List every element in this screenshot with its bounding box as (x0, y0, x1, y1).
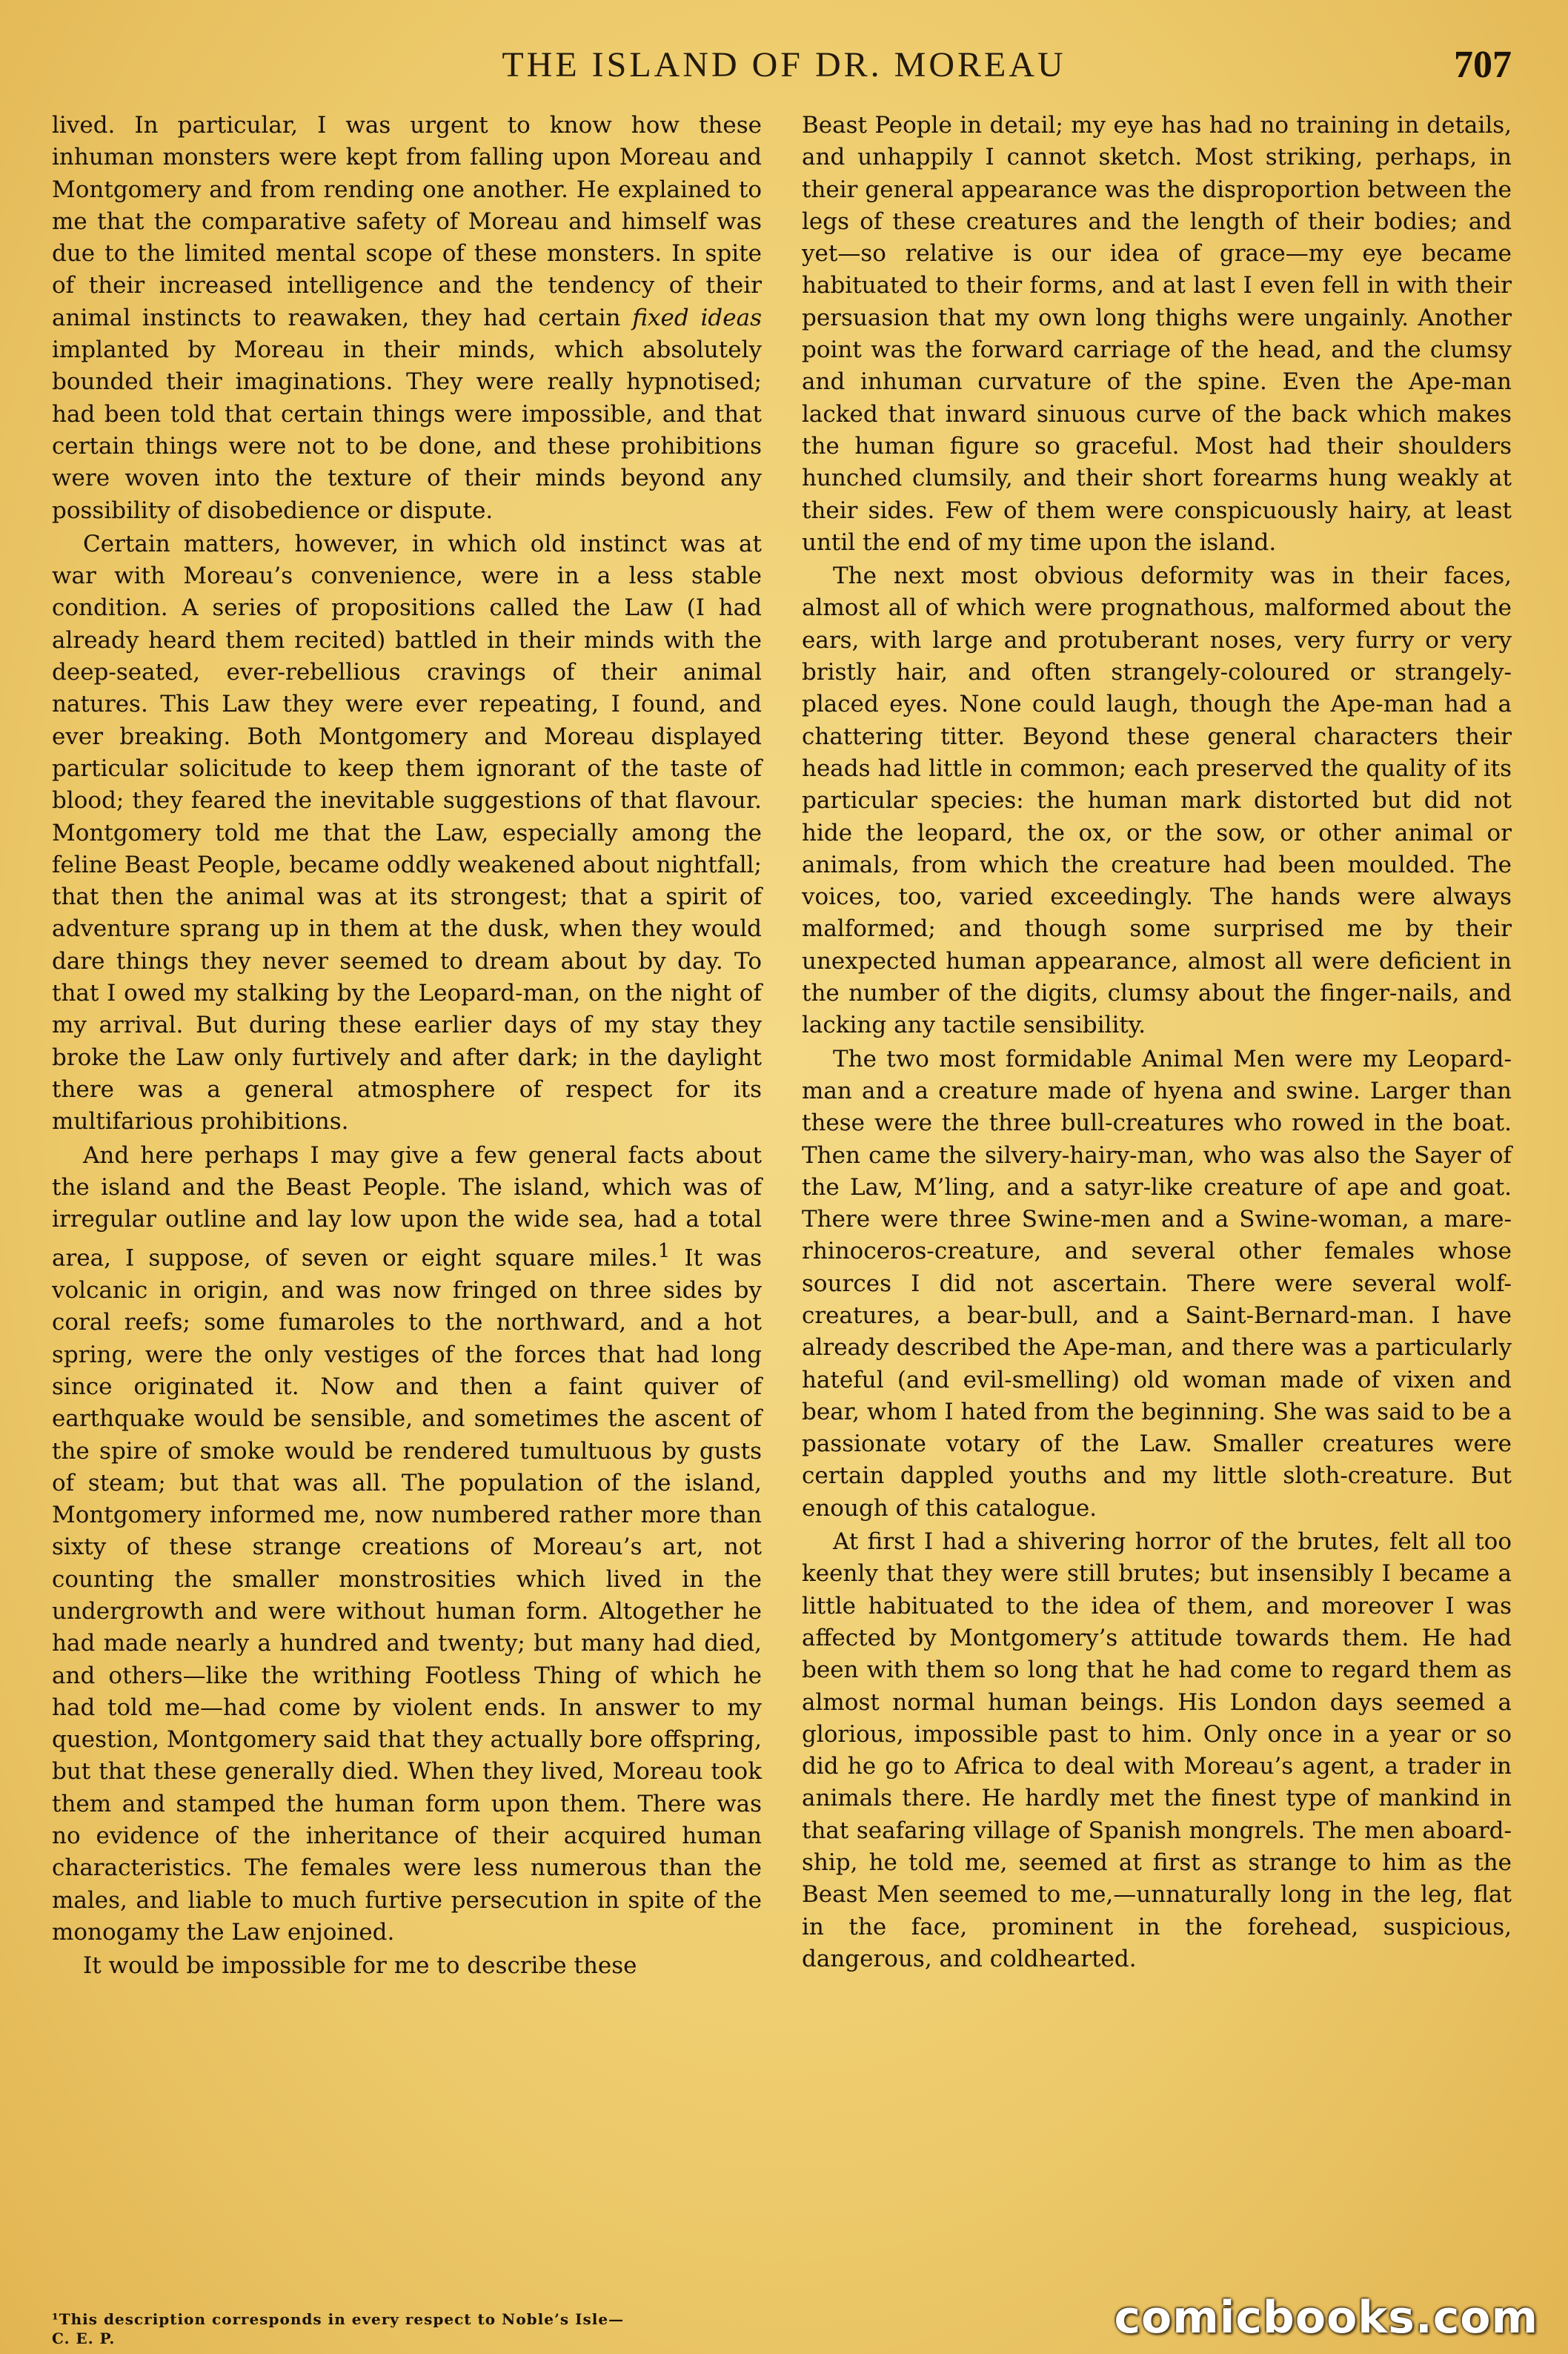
page-header (52, 44, 1516, 96)
paragraph: Certain matters, however, in which old instinct was at war with Moreau’s convenience, were in a less stable condition. A series of propositions called the Law (I had already heard them recited) battled in their minds with the deep-seated, ever-rebellious cravings of their animal natures. This Law they were ever repeating, I found, and ever breaking. Both Montgomery and Moreau displayed particular solicitude to keep them ignorant of the taste of blood; they feared the inevitable suggestions of that flavour. Montgomery told me that the Law, especially among the feline Beast People, became oddly weakened about nightfall; that then the animal was at its strongest; that a spirit of adventure sprang up in them at the dusk, when they would dare things they never seemed to dream about by day. To that I owed my stalking by the Leopard-man, on the night of my arrival. But during these earlier days of my stay they broke the Law only furtively and after dark; in the daylight there was a general atmosphere of respect for its multifarious prohibitions. (52, 530, 762, 1135)
footnote-source: C. E. P. (52, 2330, 116, 2347)
emphasis-text: fixed ideas (632, 304, 762, 331)
left-column (52, 110, 762, 1983)
footnote-marker: 1 (657, 1240, 671, 1263)
paragraph: Beast People in detail; my eye has had no training in details, and unhappily I cannot sketch. Most striking, perhaps, in their general appearance was the disproportion between the legs of these creatures and the length of their bodies; and yet—so relative is our idea of grace—my eye became habituated to their forms, and at last I even fell in with their persuasion that my own long thighs were ungainly. Another point was the forward carriage of the head, and the clumsy and inhuman curvature of the spine. Even the Ape-man lacked that inward sinuous curve of the back which makes the human figure so graceful. Most had their shoulders hunched clumsily, and their short forearms hung weakly at their sides. Few of them were conspicuously hairy, at least until the end of my time upon the island. (802, 112, 1512, 556)
paragraph: lived. In particular, I was urgent to know how these inhuman monsters were kept from falling upon Moreau and Montgomery and from rending one another. He explained to me that the comparative safety of Moreau and himself was due to the limited mental scope of these monsters. In spite of their increased intelligence and the tendency of their animal instincts to reawaken, they had certain fixed ideas implanted by Moreau in their minds, which absolutely bounded their imaginations. They were really hypnotised; had been told that certain things were impossible, and that certain things were not to be done, and these prohibitions were woven into the texture of their minds beyond any possibility of disobedience or dispute. (52, 112, 762, 524)
footnote (52, 2310, 762, 2348)
paragraph: At first I had a shivering horror of the brutes, felt all too keenly that they were still brutes; but insensibly I became a little habituated to the idea of them, and moreover I was affected by Montgomery’s attitude towards them. He had been with them so long that he had come to regard them as almost normal human beings. His London days seemed a glorious, impossible past to him. Only once in a year or so did he go to Africa to deal with Moreau’s agent, a trader in animals there. He hardly met the finest type of mankind in that seafaring village of Spanish mongrels. The men aboard-ship, he told me, seemed at first as strange to him as the Beast Men seemed to me,—unnaturally long in the leg, flat in the face, prominent in the forehead, suspicious, dangerous, and coldhearted. (802, 1528, 1512, 1972)
right-column (802, 110, 1512, 1975)
page-number: 707 (1454, 44, 1512, 86)
running-title: THE ISLAND OF DR. MOREAU (502, 45, 1066, 84)
paragraph: The next most obvious deformity was in their faces, almost all of which were prognathous, malformed about the ears, with large and protuberant noses, very furry or very bristly hair, and often strangely-coloured or strangely-placed eyes. None could laugh, though the Ape-man had a chattering titter. Beyond these general characters their heads had little in common; each preserved the quality of its particular species: the human mark distorted but did not hide the leopard, the ox, or the sow, or other animal or animals, from which the creature had been moulded. The voices, too, varied exceedingly. The hands were always malformed; and though some surprised me by their unexpected human appearance, almost all were deficient in the number of the digits, clumsy about the finger-nails, and lacking any tactile sensibility. (802, 563, 1512, 1039)
paragraph: It would be impossible for me to describe these (83, 1952, 637, 1980)
watermark: comicbooks.com (1114, 2292, 1538, 2344)
footnote-text: ¹This description corresponds in every respect to Noble’s Isle— (52, 2310, 625, 2328)
paragraph: The two most formidable Animal Men were my Leopard-man and a creature made of hyena and swine. Larger than these were the three bull-creatures who rowed in the boat. Then came the silvery-hairy-man, who was also the Sayer of the Law, M’ling, and a satyr-like creature of ape and goat. There were three Swine-men and a Swine-woman, a mare-rhinoceros-creature, and several other females whose sources I did not ascertain. There were several wolf-creatures, a bear-bull, and a Saint-Bernard-man. I have already described the Ape-man, and there was a particularly hateful (and evil-smelling) old woman made of vixen and bear, whom I hated from the beginning. She was said to be a passionate votary of the Law. Smaller creatures were certain dappled youths and my little sloth-creature. But enough of this catalogue. (802, 1045, 1512, 1522)
paragraph: And here perhaps I may give a few general facts about the island and the Beast People. The island, which was of irregular outline and lay low upon the wide sea, had a total area, I suppose, of seven or eight square miles.$^1$ It was volcanic in origin, and was now fringed on three sides by coral reefs; some fumaroles to the northward, and a hot spring, were the only vestiges of the forces that had long since originated it. Now and then a faint quiver of earthquake would be sensible, and sometimes the ascent of the spire of smoke would be rendered tumultuous by gusts of steam; but that was all. The population of the island, Montgomery informed me, now numbered rather more than sixty of these strange creations of Moreau’s art, not counting the smaller monstrosities which lived in the undergrowth and were without human form. Altogether he had made nearly a hundred and twenty; but many had died, and others—like the writhing Footless Thing of which he had told me—had come by violent ends. In answer to my question, Montgomery said that they actually bore offspring, but that these generally died. When they lived, Moreau took them and stamped the human form upon them. There was no evidence of the inheritance of their acquired human characteristics. The females were less numerous than the males, and liable to much furtive persecution in spite of the monogamy the Law enjoined. (52, 1141, 762, 1946)
